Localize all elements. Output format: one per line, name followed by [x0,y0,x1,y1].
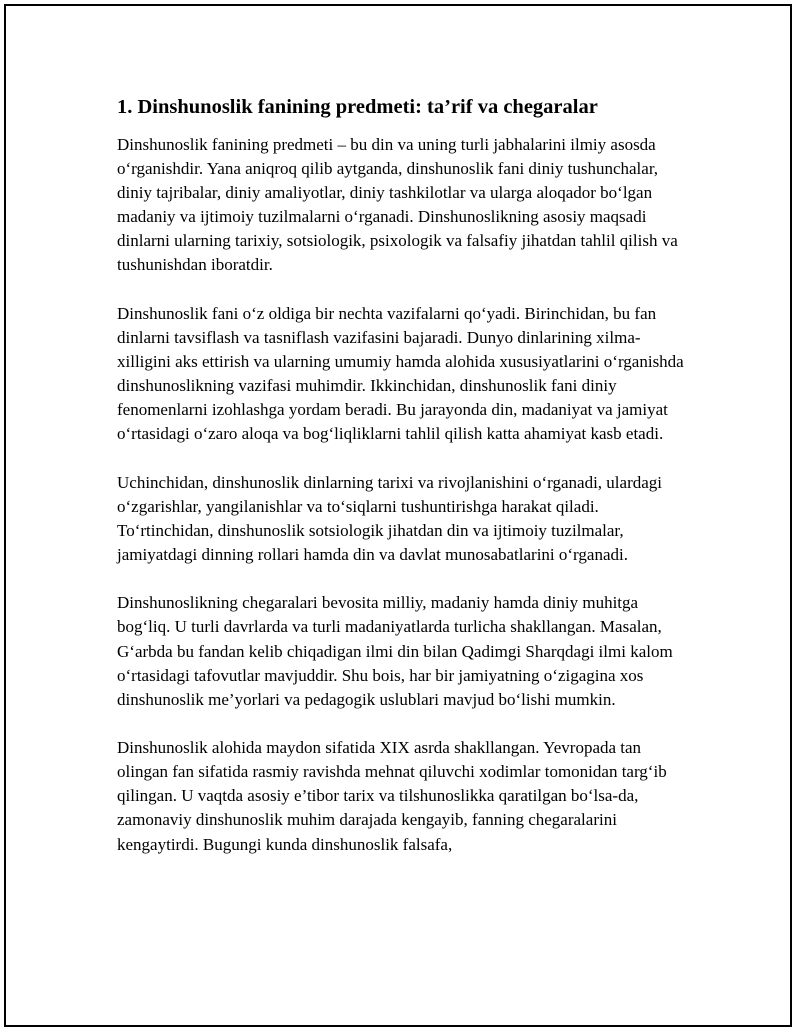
paragraph-tasks: Dinshunoslik fani o‘z oldiga bir nechta vazifalarni qo‘yadi. Birinchidan, bu fan dinlarni tavsiflash va tasniflash vazifasini bajaradi. Dunyo dinlarining xilma-xilligini aks ettirish va ularning umumiy hamda alohida xususiyatlarini o‘rganishda dinshunoslikning vazifasi muhimdir. Ikkinchidan, dinshunoslik fani diniy fenomenlarni izohlashga yordam beradi. Bu jarayonda din, madaniyat va jamiyat o‘rtasidagi o‘zaro aloqa va bog‘liqliklarni tahlil qilish katta ahamiyat kasb etadi. [117,303,684,444]
paragraph-origins: Dinshunoslik alohida maydon sifatida XIX asrda shakllangan. Yevropada tan olingan fan sifatida rasmiy ravishda mehnat qiluvchi xodimlar tomonidan targ‘ib qilingan. U vaqtda asosiy e’tibor tarix va tilshunoslikka qaratilgan bo‘lsa-da, zamonaviy dinshunoslik muhim darajada kengayib, fanning chegaralarini kengaytirdi. Bugungi kunda dinshunoslik falsafa, [117,738,667,854]
paragraph-definition: Dinshunoslik fanining predmeti – bu din va uning turli jabhalarini ilmiy asosda o‘rganishdir. Yana aniqroq qilib aytganda, dinshunoslik fani diniy tushunchalar, diniy tajribalar, diniy amaliyotlar, diniy tashkilotlar va ularga aloqador bo‘lgan madaniy va ijtimoiy tuzilmalarni o‘rganadi. Dinshunoslikning asosiy maqsadi dinlarni ularning tarixiy, sotsiologik, psixologik va falsafiy jihatdan tahlil qilish va tushunishdan iboratdir. [117,135,678,275]
document-body [117,92,687,857]
paragraph-history-sociology: Uchinchidan, dinshunoslik dinlarning tarixi va rivojlanishini o‘rganadi, ulardagi o‘zgarishlar, yangilanishlar va to‘siqlarni tushuntirishga harakat qiladi. To‘rtinchidan, dinshunoslik sotsiologik jihatdan din va ijtimoiy tuzilmalar, jamiyatdagi dinning rollari hamda din va davlat munosabatlarini o‘rganadi. [117,472,662,564]
paragraph-boundaries: Dinshunoslikning chegaralari bevosita milliy, madaniy hamda diniy muhitga bog‘liq. U turli davrlarda va turli madaniyatlarda turlicha shakllangan. Masalan, G‘arbda bu fandan kelib chiqadigan ilmi din bilan Qadimgi Sharqdagi ilmi kalom o‘rtasidagi tafovutlar mavjuddir. Shu bois, har bir jamiyatning o‘zigagina xos dinshunoslik me’yorlari va pedagogik uslublari mavjud bo‘lishi mumkin. [117,593,673,709]
section-heading: 1. Dinshunoslik fanining predmeti: ta’rif va chegaralar [117,96,598,118]
